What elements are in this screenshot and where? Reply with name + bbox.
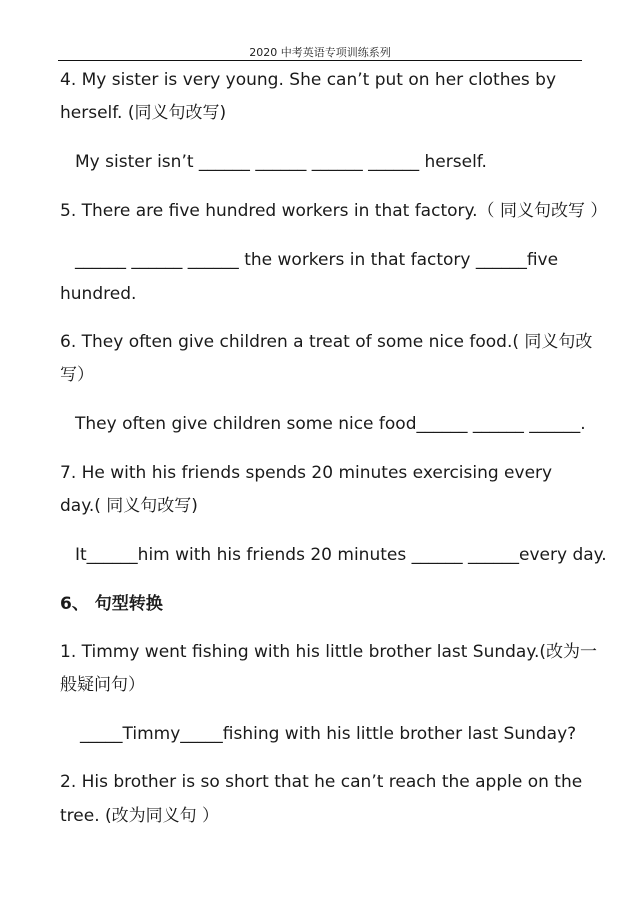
question-6-line-2: 写） — [60, 365, 94, 385]
question-6-line-1: 6. They often give children a treat of some nice food.( 同义句改 — [60, 332, 593, 352]
transform-1-answer: _____Timmy_____fishing with his little brother last Sunday? — [80, 724, 577, 744]
section-heading: 6、 句型转换 — [60, 594, 163, 614]
header-divider — [58, 60, 582, 61]
question-6-answer: They often give children some nice food______ ______ ______. — [75, 414, 586, 434]
question-7-line-1: 7. He with his friends spends 20 minutes exercising every — [60, 463, 553, 483]
question-4-answer: My sister isn’t ______ ______ ______ ______ herself. — [75, 152, 487, 172]
transform-1-line-2: 般疑问句） — [60, 675, 145, 695]
transform-1-line-1: 1. Timmy went fishing with his little brother last Sunday.(改为一 — [60, 642, 598, 662]
question-5-line-1: 5. There are five hundred workers in that factory.（ 同义句改写 ） — [60, 201, 608, 221]
question-5-answer-line-1: ______ ______ ______ the workers in that factory ______five — [75, 250, 559, 270]
page-header-title: 2020 中考英语专项训练系列 — [249, 46, 391, 59]
question-4-line-1: 4. My sister is very young. She can’t put on her clothes by — [60, 70, 557, 90]
question-4-line-2: herself. (同义句改写) — [60, 103, 227, 123]
transform-2-line-2: tree. (改为同义句 ） — [60, 806, 220, 826]
transform-2-line-1: 2. His brother is so short that he can’t reach the apple on the — [60, 772, 583, 792]
question-5-answer-line-2: hundred. — [60, 284, 137, 304]
question-7-line-2: day.( 同义句改写) — [60, 496, 198, 516]
question-7-answer: It______him with his friends 20 minutes ______ ______every day. — [75, 545, 607, 565]
